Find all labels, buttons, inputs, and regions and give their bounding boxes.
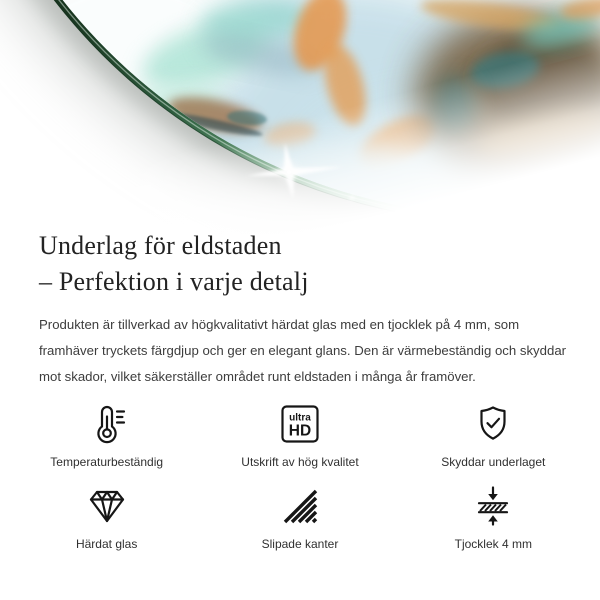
features-grid <box>10 402 590 550</box>
svg-text:ultra: ultra <box>289 412 311 424</box>
feature-thickness <box>397 484 590 550</box>
heading-line-2: – Perfektion i varje detalj <box>39 267 309 296</box>
feature-protects-floor <box>397 402 590 468</box>
feature-tempered-glass <box>10 484 203 550</box>
feature-label: Härdat glas <box>75 537 138 551</box>
section-paragraph: Produkten är tillverkad av högkvalitativt härdat glas med en tjocklek på 4 mm, som framhäver tryckets färgdjup och ger en elegant glans. Den är värmebeständig och skyddar mot skador, vilket säkerställer området runt eldstaden i många år framöver. <box>39 317 567 384</box>
feature-high-quality-print <box>203 402 396 468</box>
beveled-edges-icon <box>278 484 322 528</box>
product-photo <box>0 0 600 234</box>
section-heading <box>39 228 309 300</box>
glass-hearth-pad-image <box>0 0 600 234</box>
diamond-icon <box>85 484 129 528</box>
feature-label: Slipade kanter <box>261 537 339 551</box>
feature-label: Utskrift av hög kvalitet <box>241 455 359 469</box>
feature-label: Tjocklek 4 mm <box>454 537 532 551</box>
thickness-icon <box>471 484 515 528</box>
feature-polished-edges <box>203 484 396 550</box>
feature-temperature-resistant <box>10 402 203 468</box>
thermometer-icon <box>85 402 129 446</box>
feature-label: Skyddar underlaget <box>441 455 546 469</box>
feature-label: Temperaturbeständig <box>50 455 164 469</box>
shield-check-icon <box>471 402 515 446</box>
white-fade-overlay <box>0 0 600 234</box>
ultra-hd-icon <box>278 402 322 446</box>
svg-text:HD: HD <box>288 422 312 440</box>
heading-line-1: Underlag för eldstaden <box>39 231 282 260</box>
